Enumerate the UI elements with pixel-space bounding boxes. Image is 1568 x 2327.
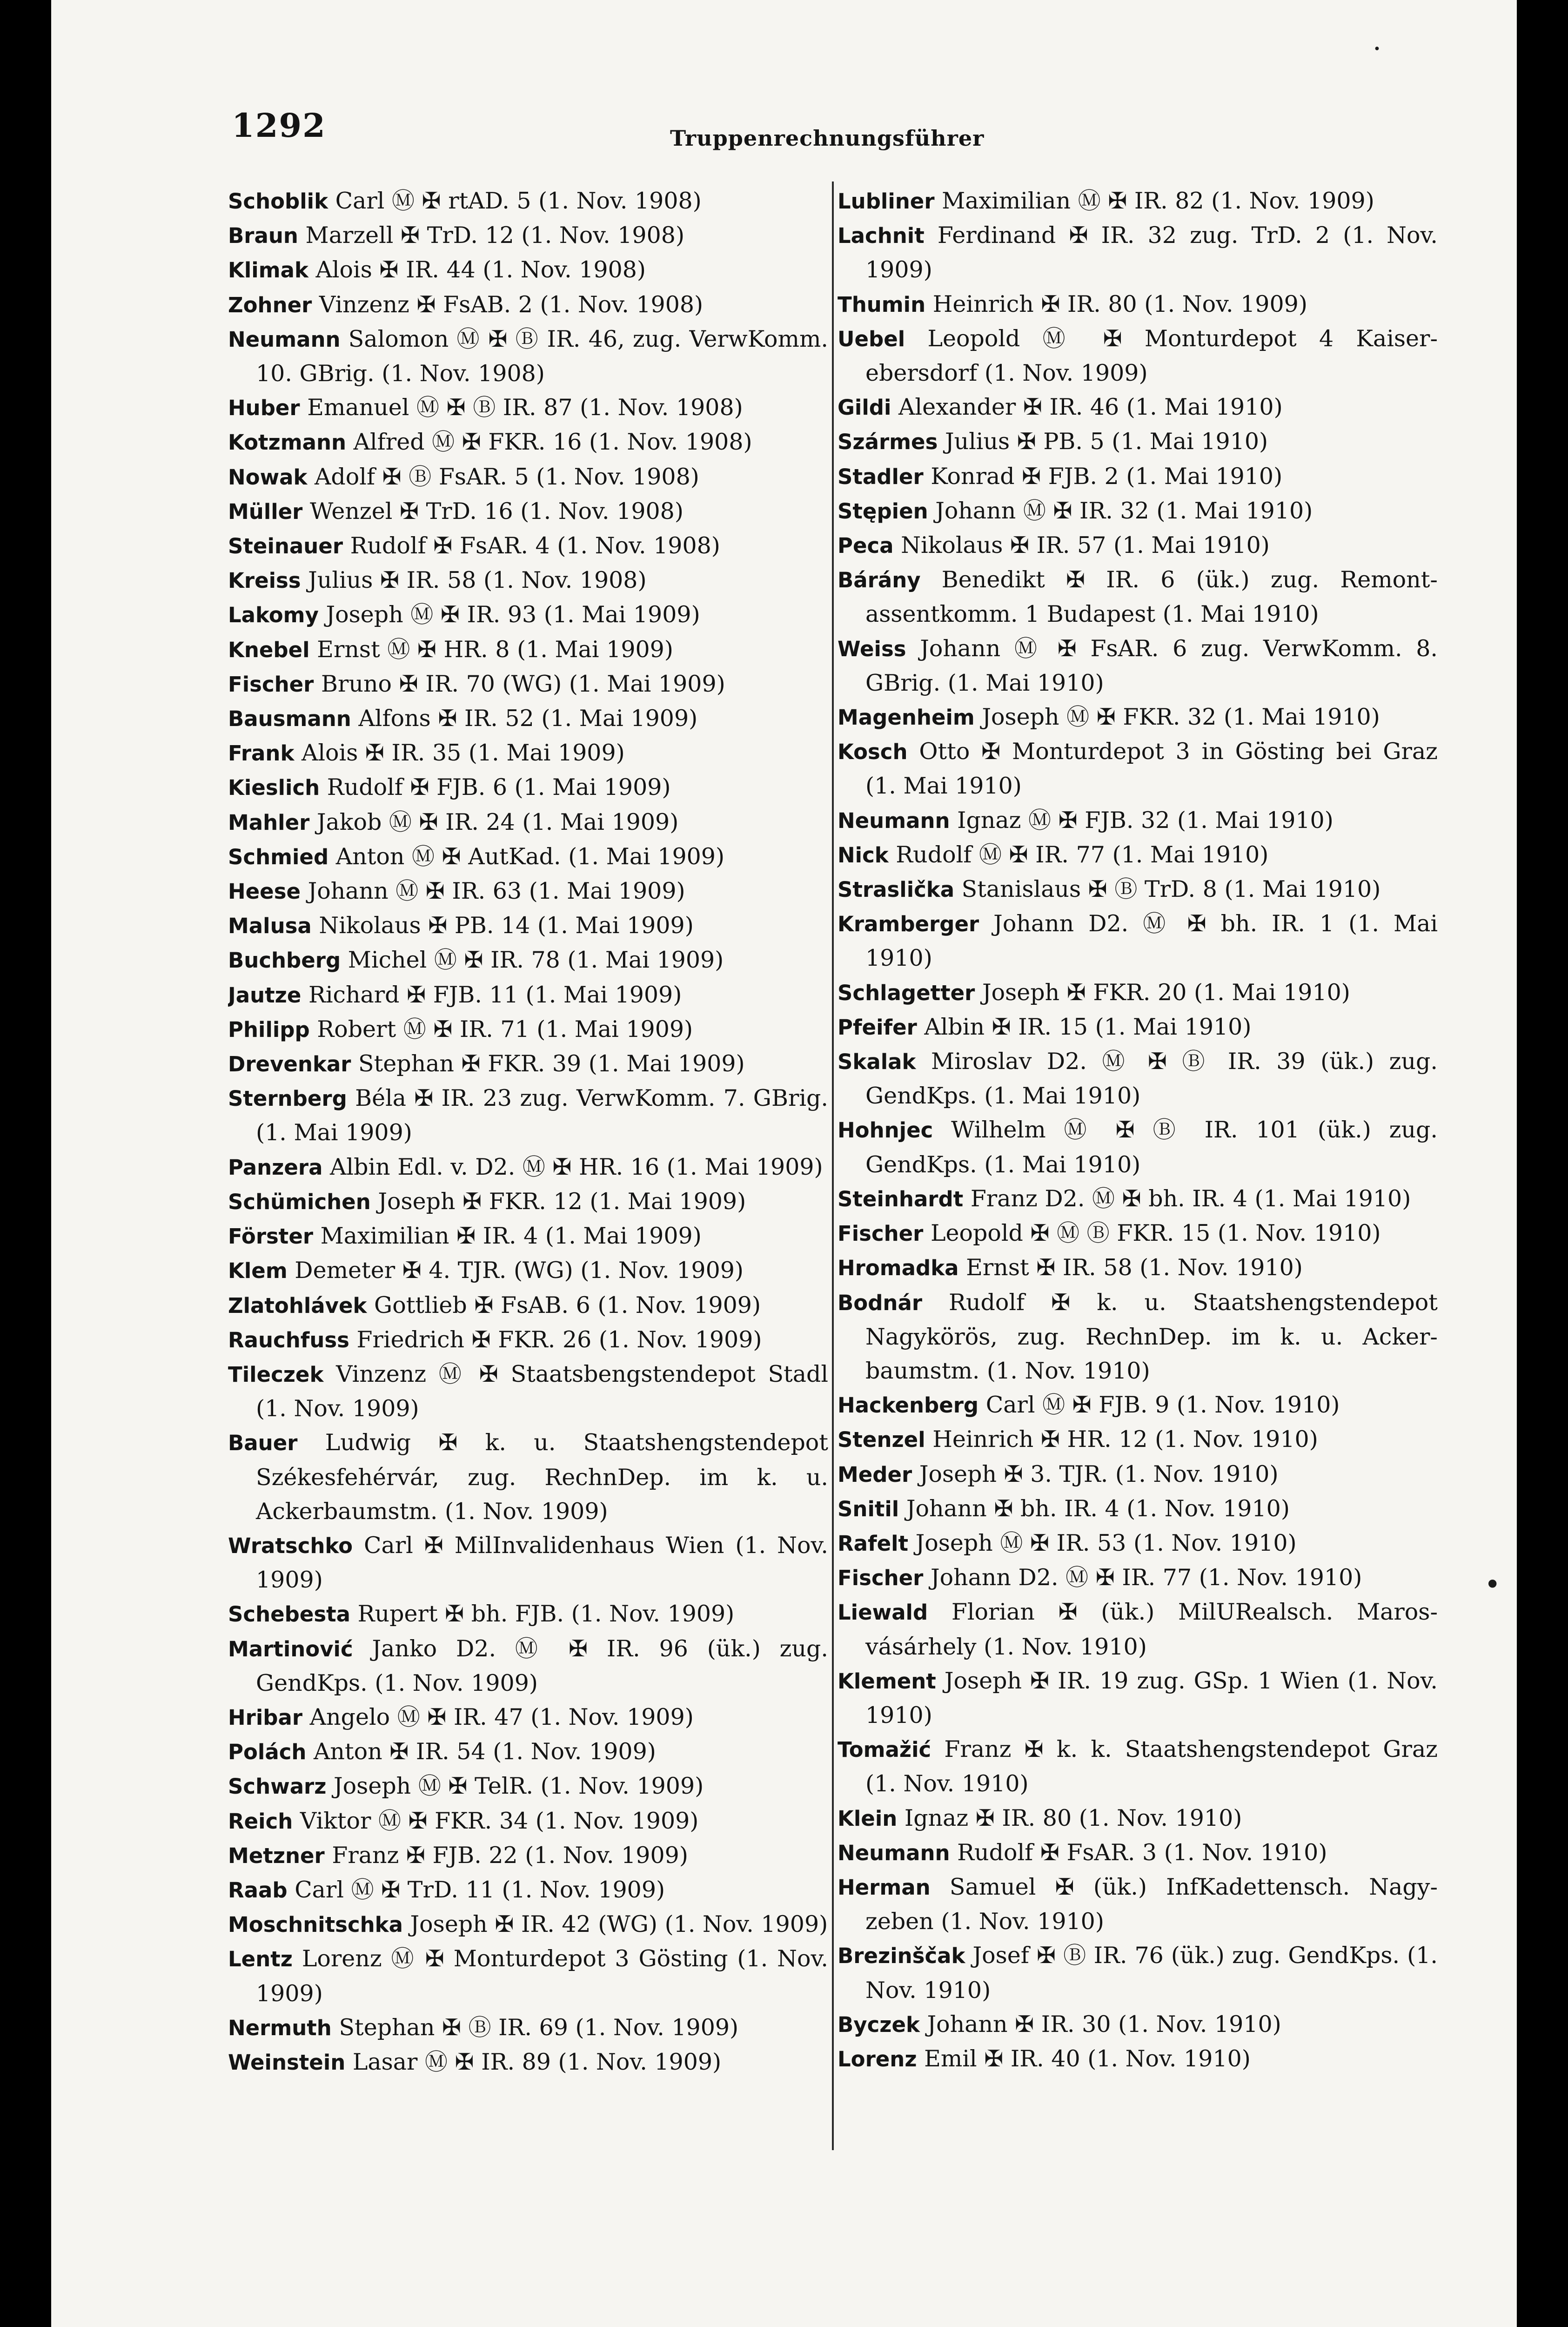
list-entry <box>228 322 828 390</box>
list-entry <box>838 218 1438 287</box>
entry-details: Marzell ✠ TrD. 12 (1. Nov. 1908) <box>305 222 685 249</box>
entry-surname: Klem <box>228 1258 288 1284</box>
list-entry <box>228 1426 828 1528</box>
list-entry <box>838 1251 1438 1285</box>
entry-details: Viktor Ⓜ ✠ FKR. 34 (1. Nov. 1909) <box>300 1807 699 1834</box>
entry-surname: Rafelt <box>838 1531 909 1556</box>
entry-surname: Stępien <box>838 498 928 524</box>
entry-details: Stephan ✠ FKR. 39 (1. Mai 1909) <box>358 1050 745 1077</box>
entry-surname: Wratschko <box>228 1533 353 1558</box>
entry-details: Gottlieb ✠ FsAB. 6 (1. Nov. 1909) <box>374 1291 761 1318</box>
entry-surname: Bárány <box>838 568 921 593</box>
entry-details: Ernst ✠ IR. 58 (1. Nov. 1910) <box>966 1254 1303 1281</box>
entry-surname: Kotzmann <box>228 430 347 455</box>
entry-surname: Uebel <box>838 326 905 351</box>
entry-details: Rudolf ✠ FJB. 6 (1. Mai 1909) <box>327 774 671 801</box>
list-entry <box>228 770 828 805</box>
list-entry <box>228 1942 828 2010</box>
list-entry <box>838 528 1438 563</box>
list-entry <box>228 1081 828 1150</box>
list-entry <box>228 1150 828 1184</box>
list-entry <box>838 1732 1438 1801</box>
entry-surname: Magenheim <box>838 705 975 730</box>
entry-details: Stanislaus ✠ Ⓑ TrD. 8 (1. Mai 1910) <box>961 876 1381 903</box>
entry-details: Joseph ✠ IR. 19 zug. GSp. 1 Wien (1. Nov. 1910) <box>865 1667 1438 1728</box>
list-entry <box>838 1938 1438 2007</box>
entry-surname: Schoblik <box>228 189 328 214</box>
entry-surname: Kieslich <box>228 775 320 800</box>
book-page <box>51 0 1517 2327</box>
entry-surname: Rauchfuss <box>228 1327 349 1352</box>
entry-surname: Kosch <box>838 740 908 765</box>
entry-details: Joseph Ⓜ ✠ IR. 53 (1. Nov. 1910) <box>915 1529 1297 1556</box>
entry-details: Johann ✠ IR. 30 (1. Nov. 1910) <box>927 2011 1281 2038</box>
list-entry <box>838 1044 1438 1113</box>
entry-details: Vinzenz Ⓜ ✠ Staatsbengstendepot Stadl (1. Nov. 1909) <box>256 1360 828 1422</box>
list-entry <box>838 1801 1438 1836</box>
entry-details: Demeter ✠ 4. TJR. (WG) (1. Nov. 1909) <box>295 1257 744 1284</box>
entry-details: Friedrich ✠ FKR. 26 (1. Nov. 1909) <box>356 1326 762 1353</box>
list-entry <box>228 2011 828 2045</box>
entry-details: Carl Ⓜ ✠ TrD. 11 (1. Nov. 1909) <box>295 1876 665 1903</box>
list-entry <box>228 1012 828 1047</box>
list-entry <box>838 1526 1438 1560</box>
list-entry <box>838 1216 1438 1251</box>
entry-details: Wenzel ✠ TrD. 16 (1. Nov. 1908) <box>309 498 683 525</box>
entry-surname: Lakomy <box>228 603 319 628</box>
entry-details: Johann ✠ bh. IR. 4 (1. Nov. 1910) <box>906 1495 1290 1522</box>
list-entry <box>838 2007 1438 2042</box>
entry-surname: Metzner <box>228 1843 325 1868</box>
list-entry <box>838 1113 1438 1181</box>
entry-surname: Lorenz <box>838 2046 917 2071</box>
list-entry <box>838 390 1438 424</box>
entry-details: Ernst Ⓜ ✠ HR. 8 (1. Mai 1909) <box>317 636 673 663</box>
list-entry <box>228 1219 828 1253</box>
entry-details: Angelo Ⓜ ✠ IR. 47 (1. Nov. 1909) <box>309 1703 694 1730</box>
entry-surname: Knebel <box>228 637 310 662</box>
list-entry <box>838 494 1438 528</box>
entry-surname: Hackenberg <box>838 1393 979 1418</box>
entry-details: Ignaz ✠ IR. 80 (1. Nov. 1910) <box>904 1804 1242 1831</box>
list-entry <box>838 287 1438 322</box>
entry-surname: Thumin <box>838 292 926 317</box>
entry-details: Johann Ⓜ ✠ FsAR. 6 zug. VerwKomm. 8. GBrig. (1. Mai 1910) <box>865 635 1438 696</box>
entry-details: Salomon Ⓜ ✠ Ⓑ IR. 46, zug. VerwKomm. 10. GBrig. (1. Nov. 1908) <box>256 325 828 387</box>
entry-surname: Panzera <box>228 1155 323 1180</box>
entry-details: Julius ✠ PB. 5 (1. Mai 1910) <box>945 428 1268 455</box>
entry-surname: Huber <box>228 396 300 421</box>
entry-surname: Klimak <box>228 258 308 283</box>
list-entry <box>228 908 828 943</box>
entry-details: Anton ✠ IR. 54 (1. Nov. 1909) <box>313 1738 656 1765</box>
entry-details: Ignaz Ⓜ ✠ FJB. 32 (1. Mai 1910) <box>957 807 1333 834</box>
list-entry <box>228 1907 828 1942</box>
entry-details: Franz ✠ k. k. Staatshengstendepot Graz (1. Nov. 1910) <box>865 1736 1438 1797</box>
list-entry <box>228 218 828 253</box>
list-entry <box>228 1735 828 1769</box>
list-entry <box>228 1047 828 1081</box>
entry-details: Benedikt ✠ IR. 6 (ük.) zug. Remont-assentkomm. 1 Budapest (1. Mai 1910) <box>865 566 1438 628</box>
column-divider <box>832 182 834 2150</box>
entry-details: Maximilian ✠ IR. 4 (1. Mai 1909) <box>320 1223 702 1250</box>
entry-surname: Drevenkar <box>228 1052 351 1077</box>
entry-details: Adolf ✠ Ⓑ FsAR. 5 (1. Nov. 1908) <box>315 463 699 490</box>
right-column <box>838 184 1438 2076</box>
list-entry <box>228 1528 828 1597</box>
list-entry <box>838 734 1438 803</box>
entry-surname: Weinstein <box>228 2050 346 2075</box>
entry-details: Otto ✠ Monturdepot 3 in Gösting bei Graz (1. Mai 1910) <box>865 738 1438 800</box>
entry-surname: Brezinščak <box>838 1944 965 1969</box>
list-entry <box>838 872 1438 907</box>
entry-details: Franz D2. Ⓜ ✠ bh. IR. 4 (1. Mai 1910) <box>970 1185 1411 1212</box>
list-entry <box>838 907 1438 975</box>
entry-details: Alois ✠ IR. 35 (1. Mai 1909) <box>301 740 625 767</box>
entry-surname: Buchberg <box>228 948 341 973</box>
entry-surname: Bauer <box>228 1431 298 1456</box>
entry-surname: Fischer <box>838 1566 924 1591</box>
entry-details: Emanuel Ⓜ ✠ Ⓑ IR. 87 (1. Nov. 1908) <box>307 394 743 421</box>
entry-surname: Klein <box>838 1806 898 1831</box>
entry-details: Joseph ✠ FKR. 20 (1. Mai 1910) <box>982 979 1350 1006</box>
list-entry <box>228 1288 828 1323</box>
entry-details: Alfons ✠ IR. 52 (1. Mai 1909) <box>358 705 698 732</box>
list-entry <box>228 1357 828 1426</box>
entry-details: Johann Ⓜ ✠ IR. 63 (1. Mai 1909) <box>308 878 685 905</box>
entry-surname: Schebesta <box>228 1602 351 1627</box>
entry-details: Samuel ✠ (ük.) InfKadettensch. Nagy-zeben (1. Nov. 1910) <box>865 1873 1438 1935</box>
entry-details: Konrad ✠ FJB. 2 (1. Mai 1910) <box>931 463 1283 490</box>
list-entry <box>228 632 828 667</box>
entry-details: Robert Ⓜ ✠ IR. 71 (1. Mai 1909) <box>317 1016 693 1042</box>
list-entry <box>228 1323 828 1357</box>
entry-surname: Hohnjec <box>838 1118 933 1143</box>
entry-details: Ludwig ✠ k. u. Staatshengstendepot Székesfehérvár, zug. RechnDep. im k. u. Ackerbaumstm. (1. Nov. 1909) <box>256 1429 828 1525</box>
list-entry <box>838 1595 1438 1663</box>
list-entry <box>228 1804 828 1838</box>
list-entry <box>838 1870 1438 1938</box>
entry-details: Anton Ⓜ ✠ AutKad. (1. Mai 1909) <box>335 843 725 870</box>
entry-details: Carl Ⓜ ✠ rtAD. 5 (1. Nov. 1908) <box>335 188 702 214</box>
list-entry <box>228 494 828 529</box>
entry-details: Rudolf ✠ FsAR. 3 (1. Nov. 1910) <box>957 1839 1327 1866</box>
list-entry <box>838 1422 1438 1457</box>
entry-surname: Heese <box>228 879 301 904</box>
list-entry <box>228 943 828 977</box>
running-title: Truppenrechnungsführer <box>670 126 985 151</box>
entry-surname: Malusa <box>228 914 312 939</box>
list-entry <box>228 1838 828 1873</box>
entry-surname: Schwarz <box>228 1774 327 1799</box>
entry-surname: Kramberger <box>838 912 979 937</box>
list-entry <box>228 736 828 770</box>
entry-details: Johann D2. Ⓜ ✠ bh. IR. 1 (1. Mai 1910) <box>865 910 1438 972</box>
entry-details: Joseph ✠ 3. TJR. (1. Nov. 1910) <box>919 1460 1279 1487</box>
entry-surname: Skalak <box>838 1049 916 1075</box>
entry-details: Albin Edl. v. D2. Ⓜ ✠ HR. 16 (1. Mai 1909) <box>330 1153 823 1180</box>
list-entry <box>228 460 828 494</box>
entry-details: Ferdinand ✠ IR. 32 zug. TrD. 2 (1. Nov. 1909) <box>865 222 1438 283</box>
margin-mark: • <box>1484 1568 1501 1601</box>
entry-surname: Frank <box>228 741 295 766</box>
list-entry <box>228 667 828 701</box>
list-entry <box>838 1457 1438 1492</box>
entry-details: Jakob Ⓜ ✠ IR. 24 (1. Mai 1909) <box>316 808 679 835</box>
entry-details: Vinzenz ✠ FsAB. 2 (1. Nov. 1908) <box>319 291 704 318</box>
entry-surname: Martinović <box>228 1636 353 1661</box>
entry-surname: Straslička <box>838 877 955 902</box>
entry-details: Joseph Ⓜ ✠ FKR. 32 (1. Mai 1910) <box>982 704 1380 731</box>
left-column <box>228 184 828 2079</box>
entry-details: Béla ✠ IR. 23 zug. VerwKomm. 7. GBrig. (1. Mai 1909) <box>256 1085 828 1146</box>
list-entry <box>838 1492 1438 1526</box>
entry-surname: Nowak <box>228 464 308 490</box>
list-entry <box>228 1597 828 1631</box>
entry-details: Rudolf Ⓜ ✠ IR. 77 (1. Mai 1910) <box>896 841 1269 868</box>
entry-surname: Philipp <box>228 1017 310 1042</box>
entry-details: Janko D2. Ⓜ ✠ IR. 96 (ük.) zug. GendKps. (1. Nov. 1909) <box>256 1635 828 1696</box>
entry-surname: Bodnár <box>838 1290 923 1315</box>
entry-details: Lasar Ⓜ ✠ IR. 89 (1. Nov. 1909) <box>352 2048 722 2075</box>
entry-surname: Stadler <box>838 464 924 489</box>
list-entry <box>228 978 828 1012</box>
entry-surname: Gildi <box>838 395 891 420</box>
list-entry <box>838 424 1438 459</box>
entry-details: Joseph Ⓜ ✠ TelR. (1. Nov. 1909) <box>334 1773 704 1800</box>
list-entry <box>228 288 828 322</box>
entry-details: Miroslav D2. Ⓜ ✠ Ⓑ IR. 39 (ük.) zug. GendKps. (1. Mai 1910) <box>865 1048 1438 1110</box>
list-entry <box>838 1560 1438 1595</box>
list-entry <box>838 2042 1438 2076</box>
entry-details: Michel Ⓜ ✠ IR. 78 (1. Mai 1909) <box>348 947 724 974</box>
entry-surname: Sternberg <box>228 1086 347 1111</box>
entry-surname: Mahler <box>228 810 310 835</box>
list-entry <box>228 874 828 908</box>
list-entry <box>228 1253 828 1288</box>
entry-surname: Tileczek <box>228 1362 324 1387</box>
entry-details: Stephan ✠ Ⓑ IR. 69 (1. Nov. 1909) <box>339 2014 739 2041</box>
entry-details: Lorenz Ⓜ ✠ Monturdepot 3 Gösting (1. Nov. 1909) <box>256 1945 828 2007</box>
list-entry <box>228 1700 828 1735</box>
entry-surname: Pfeifer <box>838 1015 917 1040</box>
entry-surname: Szármes <box>838 430 938 455</box>
entry-details: Heinrich ✠ HR. 12 (1. Nov. 1910) <box>932 1426 1318 1453</box>
entry-surname: Steinhardt <box>838 1186 964 1211</box>
entry-surname: Klement <box>838 1668 936 1694</box>
entry-details: Emil ✠ IR. 40 (1. Nov. 1910) <box>924 2045 1251 2072</box>
list-entry <box>228 1632 828 1700</box>
entry-details: Joseph ✠ IR. 42 (WG) (1. Nov. 1909) <box>410 1911 828 1938</box>
entry-details: Carl Ⓜ ✠ FJB. 9 (1. Nov. 1910) <box>985 1392 1340 1419</box>
entry-details: Maximilian Ⓜ ✠ IR. 82 (1. Nov. 1909) <box>942 188 1374 214</box>
list-entry <box>838 184 1438 218</box>
list-entry <box>228 701 828 736</box>
entry-surname: Moschnitschka <box>228 1912 403 1937</box>
entry-surname: Nermuth <box>228 2015 332 2040</box>
entry-details: Franz ✠ FJB. 22 (1. Nov. 1909) <box>332 1842 688 1869</box>
entry-surname: Müller <box>228 499 303 524</box>
entry-details: Florian ✠ (ük.) MilURealsch. Maros-vásárhely (1. Nov. 1910) <box>865 1599 1438 1660</box>
entry-details: Julius ✠ IR. 58 (1. Nov. 1908) <box>308 567 647 594</box>
entry-details: Wilhelm Ⓜ ✠ Ⓑ IR. 101 (ük.) zug. GendKps. (1. Mai 1910) <box>865 1116 1438 1178</box>
entry-details: Leopold Ⓜ ✠ Monturdepot 4 Kaiser-ebersdorf (1. Nov. 1909) <box>865 325 1438 387</box>
entry-details: Josef ✠ Ⓑ IR. 76 (ük.) zug. GendKps. (1. Nov. 1910) <box>865 1942 1438 2004</box>
entry-surname: Nick <box>838 842 889 868</box>
entry-surname: Fischer <box>838 1221 924 1246</box>
entry-details: Alfred Ⓜ ✠ FKR. 16 (1. Nov. 1908) <box>353 429 752 456</box>
entry-surname: Hribar <box>228 1705 303 1730</box>
entry-surname: Braun <box>228 223 298 249</box>
entry-details: Bruno ✠ IR. 70 (WG) (1. Mai 1909) <box>321 670 725 697</box>
entry-surname: Herman <box>838 1875 931 1900</box>
entry-surname: Snitil <box>838 1496 899 1521</box>
entry-details: Nikolaus ✠ IR. 57 (1. Mai 1910) <box>901 532 1270 559</box>
entry-surname: Kreiss <box>228 568 301 593</box>
list-entry <box>838 975 1438 1010</box>
entry-surname: Bausmann <box>228 706 351 732</box>
entry-details: Albin ✠ IR. 15 (1. Mai 1910) <box>924 1013 1252 1040</box>
entry-surname: Stenzel <box>838 1427 925 1453</box>
entry-surname: Schmied <box>228 844 329 869</box>
entry-details: Johann D2. Ⓜ ✠ IR. 77 (1. Nov. 1910) <box>930 1564 1362 1591</box>
list-entry <box>228 390 828 425</box>
entry-surname: Raab <box>228 1877 288 1903</box>
list-entry <box>838 563 1438 631</box>
entry-details: Leopold ✠ Ⓜ Ⓑ FKR. 15 (1. Nov. 1910) <box>930 1220 1381 1247</box>
entry-surname: Hromadka <box>838 1256 959 1281</box>
entry-surname: Fischer <box>228 672 314 697</box>
list-entry <box>838 1010 1438 1044</box>
entry-details: Rudolf ✠ k. u. Staatshengstendepot Nagykörös, zug. RechnDep. im k. u. Acker-baumstm. (1. Nov. 1910) <box>865 1289 1438 1384</box>
entry-details: Carl ✠ MilInvalidenhaus Wien (1. Nov. 1909) <box>256 1532 828 1594</box>
entry-surname: Weiss <box>838 636 906 661</box>
list-entry <box>838 1285 1438 1388</box>
entry-details: Richard ✠ FJB. 11 (1. Mai 1909) <box>308 981 682 1008</box>
entry-surname: Jautze <box>228 982 302 1008</box>
entry-surname: Steinauer <box>228 534 343 559</box>
list-entry <box>228 1873 828 1907</box>
list-entry <box>228 1184 828 1219</box>
entry-details: Heinrich ✠ IR. 80 (1. Nov. 1909) <box>932 290 1307 317</box>
list-entry <box>838 459 1438 494</box>
list-entry <box>228 2045 828 2079</box>
entry-surname: Schümichen <box>228 1189 371 1214</box>
list-entry <box>838 803 1438 838</box>
list-entry <box>838 1836 1438 1870</box>
entry-surname: Schlagetter <box>838 980 975 1005</box>
list-entry <box>838 1388 1438 1422</box>
entry-details: Rudolf ✠ FsAR. 4 (1. Nov. 1908) <box>350 532 720 559</box>
entry-surname: Liewald <box>838 1600 928 1625</box>
entry-details: Johann Ⓜ ✠ IR. 32 (1. Mai 1910) <box>935 497 1313 524</box>
list-entry <box>228 425 828 459</box>
list-entry <box>228 805 828 840</box>
entry-surname: Polách <box>228 1740 307 1765</box>
list-entry <box>838 322 1438 390</box>
list-entry <box>228 184 828 218</box>
entry-details: Rupert ✠ bh. FJB. (1. Nov. 1909) <box>357 1601 735 1628</box>
list-entry <box>838 838 1438 872</box>
entry-surname: Zohner <box>228 292 312 317</box>
entry-surname: Byczek <box>838 2012 920 2037</box>
list-entry <box>838 700 1438 734</box>
entry-details: Alexander ✠ IR. 46 (1. Mai 1910) <box>898 394 1283 421</box>
margin-mark: · <box>1373 33 1382 65</box>
entry-surname: Peca <box>838 533 894 558</box>
entry-surname: Meder <box>838 1462 912 1487</box>
list-entry <box>228 563 828 598</box>
list-entry <box>228 253 828 287</box>
entry-surname: Lubliner <box>838 189 935 214</box>
entry-details: Joseph ✠ FKR. 12 (1. Mai 1909) <box>378 1188 746 1215</box>
page-number: 1292 <box>232 106 326 145</box>
list-entry <box>838 1182 1438 1216</box>
entry-details: Joseph Ⓜ ✠ IR. 93 (1. Mai 1909) <box>326 601 700 628</box>
entry-details: Nikolaus ✠ PB. 14 (1. Mai 1909) <box>319 912 694 939</box>
entry-details: Alois ✠ IR. 44 (1. Nov. 1908) <box>315 256 646 283</box>
entry-surname: Neumann <box>838 1840 950 1865</box>
entry-surname: Reich <box>228 1809 293 1834</box>
entry-surname: Lachnit <box>838 223 925 249</box>
entry-surname: Neumann <box>228 327 341 352</box>
list-entry <box>838 632 1438 700</box>
list-entry <box>228 840 828 874</box>
entry-surname: Neumann <box>838 808 950 833</box>
entry-surname: Tomažić <box>838 1737 931 1762</box>
entry-surname: Lentz <box>228 1947 293 1972</box>
list-entry <box>228 529 828 563</box>
list-entry <box>838 1664 1438 1732</box>
entry-surname: Förster <box>228 1224 314 1249</box>
entry-surname: Zlatohlávek <box>228 1293 367 1318</box>
list-entry <box>228 1769 828 1803</box>
list-entry <box>228 598 828 632</box>
